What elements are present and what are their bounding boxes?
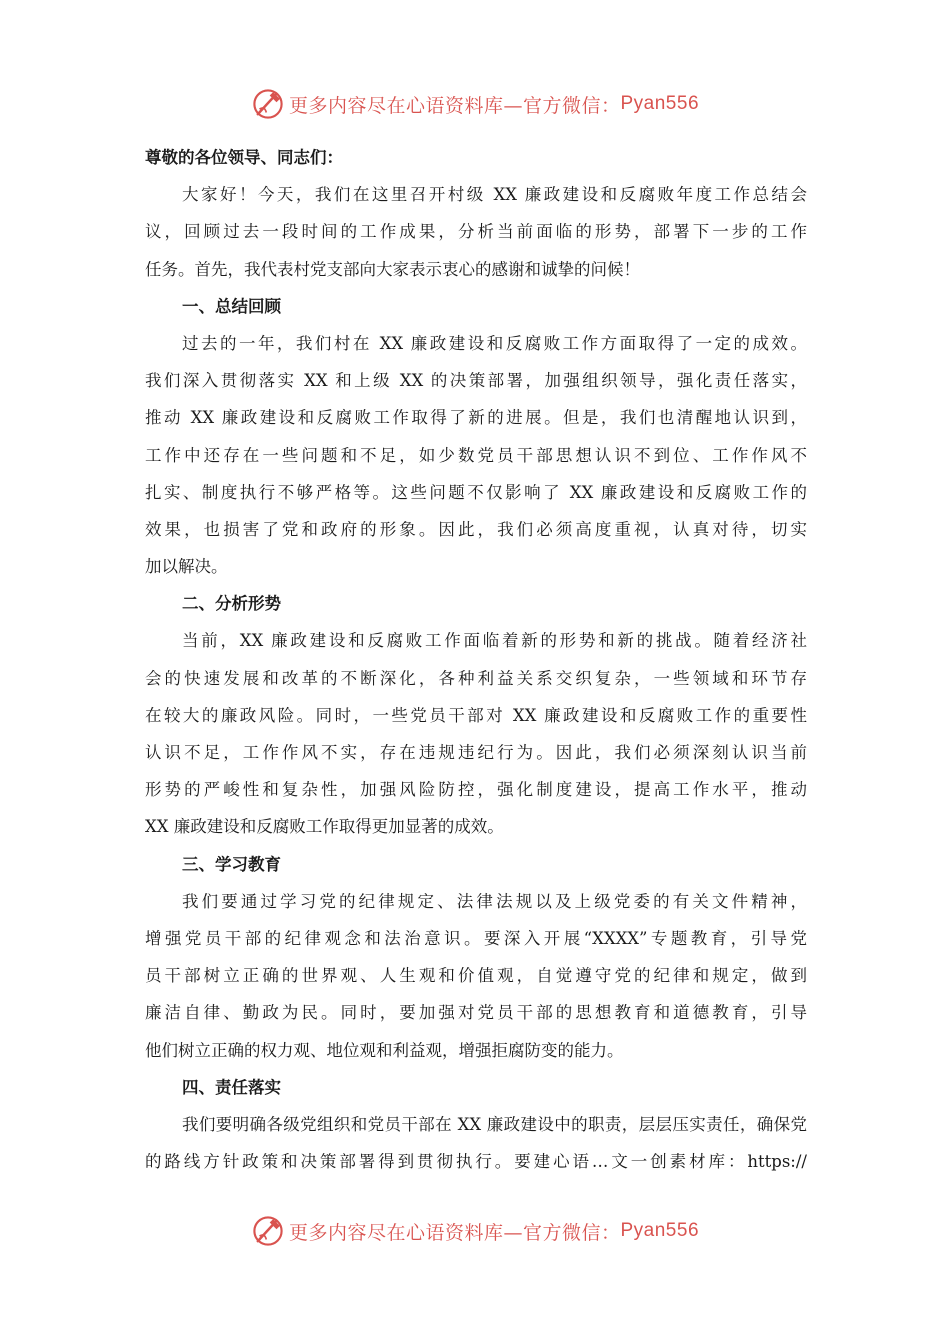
watermark-banner-bottom <box>0 1211 950 1251</box>
paragraph-line: 任务。首先，我代表村党支部向大家表示衷心的感谢和诚挚的问候！ <box>145 259 640 279</box>
paragraph-line: XX 廉政建设和反腐败工作取得更加显著的成效。 <box>145 817 504 837</box>
salutation: 尊敬的各位领导、同志们： <box>145 148 343 167</box>
paragraph-line: 大家好！今天，我们在这里召开村级 XX 廉政建设和反腐败年度工作总结会 <box>182 185 807 205</box>
banner-text: 更多内容尽在心语资料库—官方微信： <box>288 94 621 117</box>
paragraph-line: 会的快速发展和改革的不断深化，各种利益关系交织复杂，一些领域和环节存 <box>145 668 807 688</box>
paragraph-line: 员干部树立正确的世界观、人生观和价值观，自觉遵守党的纪律和规定，做到 <box>145 966 807 986</box>
paragraph-line: 认识不足，工作作风不实，存在违规违纪行为。因此，我们必须深刻认识当前 <box>145 743 807 762</box>
section-heading: 二、分析形势 <box>182 594 281 614</box>
pen-logo-icon <box>251 87 285 121</box>
paragraph-line: 扎实、制度执行不够严格等。这些问题不仅影响了 XX 廉政建设和反腐败工作的 <box>145 482 807 502</box>
paragraph-line: 增强党员干部的纪律观念和法治意识。要深入开展“XXXX”专题教育，引导党 <box>145 928 807 948</box>
paragraph-line: 当前，XX 廉政建设和反腐败工作面临着新的形势和新的挑战。随着经济社 <box>182 631 807 651</box>
paragraph-line: 他们树立正确的权力观、地位观和利益观，增强拒腐防变的能力。 <box>145 1040 624 1060</box>
document-body <box>145 139 807 1180</box>
banner-wechat-id: Pyan556 <box>620 93 700 114</box>
paragraph-line: 形势的严峻性和复杂性，加强风险防控，强化制度建设，提高工作水平，推动 <box>145 780 807 800</box>
paragraph-line: 在较大的廉政风险。同时，一些党员干部对 XX 廉政建设和反腐败工作的重要性 <box>145 705 807 725</box>
paragraph-line: 工作中还存在一些问题和不足，如少数党员干部思想认识不到位、工作作风不 <box>145 445 807 465</box>
section-heading: 三、学习教育 <box>182 854 281 874</box>
banner-text: 更多内容尽在心语资料库—官方微信： <box>288 1221 621 1244</box>
section-heading: 四、责任落实 <box>182 1077 281 1097</box>
paragraph-line: 我们要明确各级党组织和党员干部在 XX 廉政建设中的职责，层层压实责任，确保党 <box>182 1114 807 1134</box>
paragraph-line: 的路线方针政策和决策部署得到贯彻执行。要建心语…文一创素材库：https:// <box>145 1152 807 1172</box>
paragraph-line: 效果，也损害了党和政府的形象。因此，我们必须高度重视，认真对待，切实 <box>145 519 807 539</box>
pen-logo-icon <box>251 1214 285 1248</box>
banner-wechat-id: Pyan556 <box>620 1220 700 1241</box>
paragraph-line: 过去的一年，我们村在 XX 廉政建设和反腐败工作方面取得了一定的成效。 <box>182 333 807 353</box>
paragraph-line: 加以解决。 <box>145 557 228 577</box>
section-heading: 一、总结回顾 <box>182 296 281 316</box>
watermark-banner-top <box>0 84 950 124</box>
paragraph-line: 我们深入贯彻落实 XX 和上级 XX 的决策部署，加强组织领导，强化责任落实， <box>145 371 807 391</box>
paragraph-line: 议，回顾过去一段时间的工作成果，分析当前面临的形势，部署下一步的工作 <box>145 222 807 242</box>
paragraph-line: 我们要通过学习党的纪律规定、法律法规以及上级党委的有关文件精神， <box>182 891 807 911</box>
paragraph-line: 廉洁自律、勤政为民。同时，要加强对党员干部的思想教育和道德教育，引导 <box>145 1003 807 1023</box>
paragraph-line: 推动 XX 廉政建设和反腐败工作取得了新的进展。但是，我们也清醒地认识到， <box>145 408 807 428</box>
